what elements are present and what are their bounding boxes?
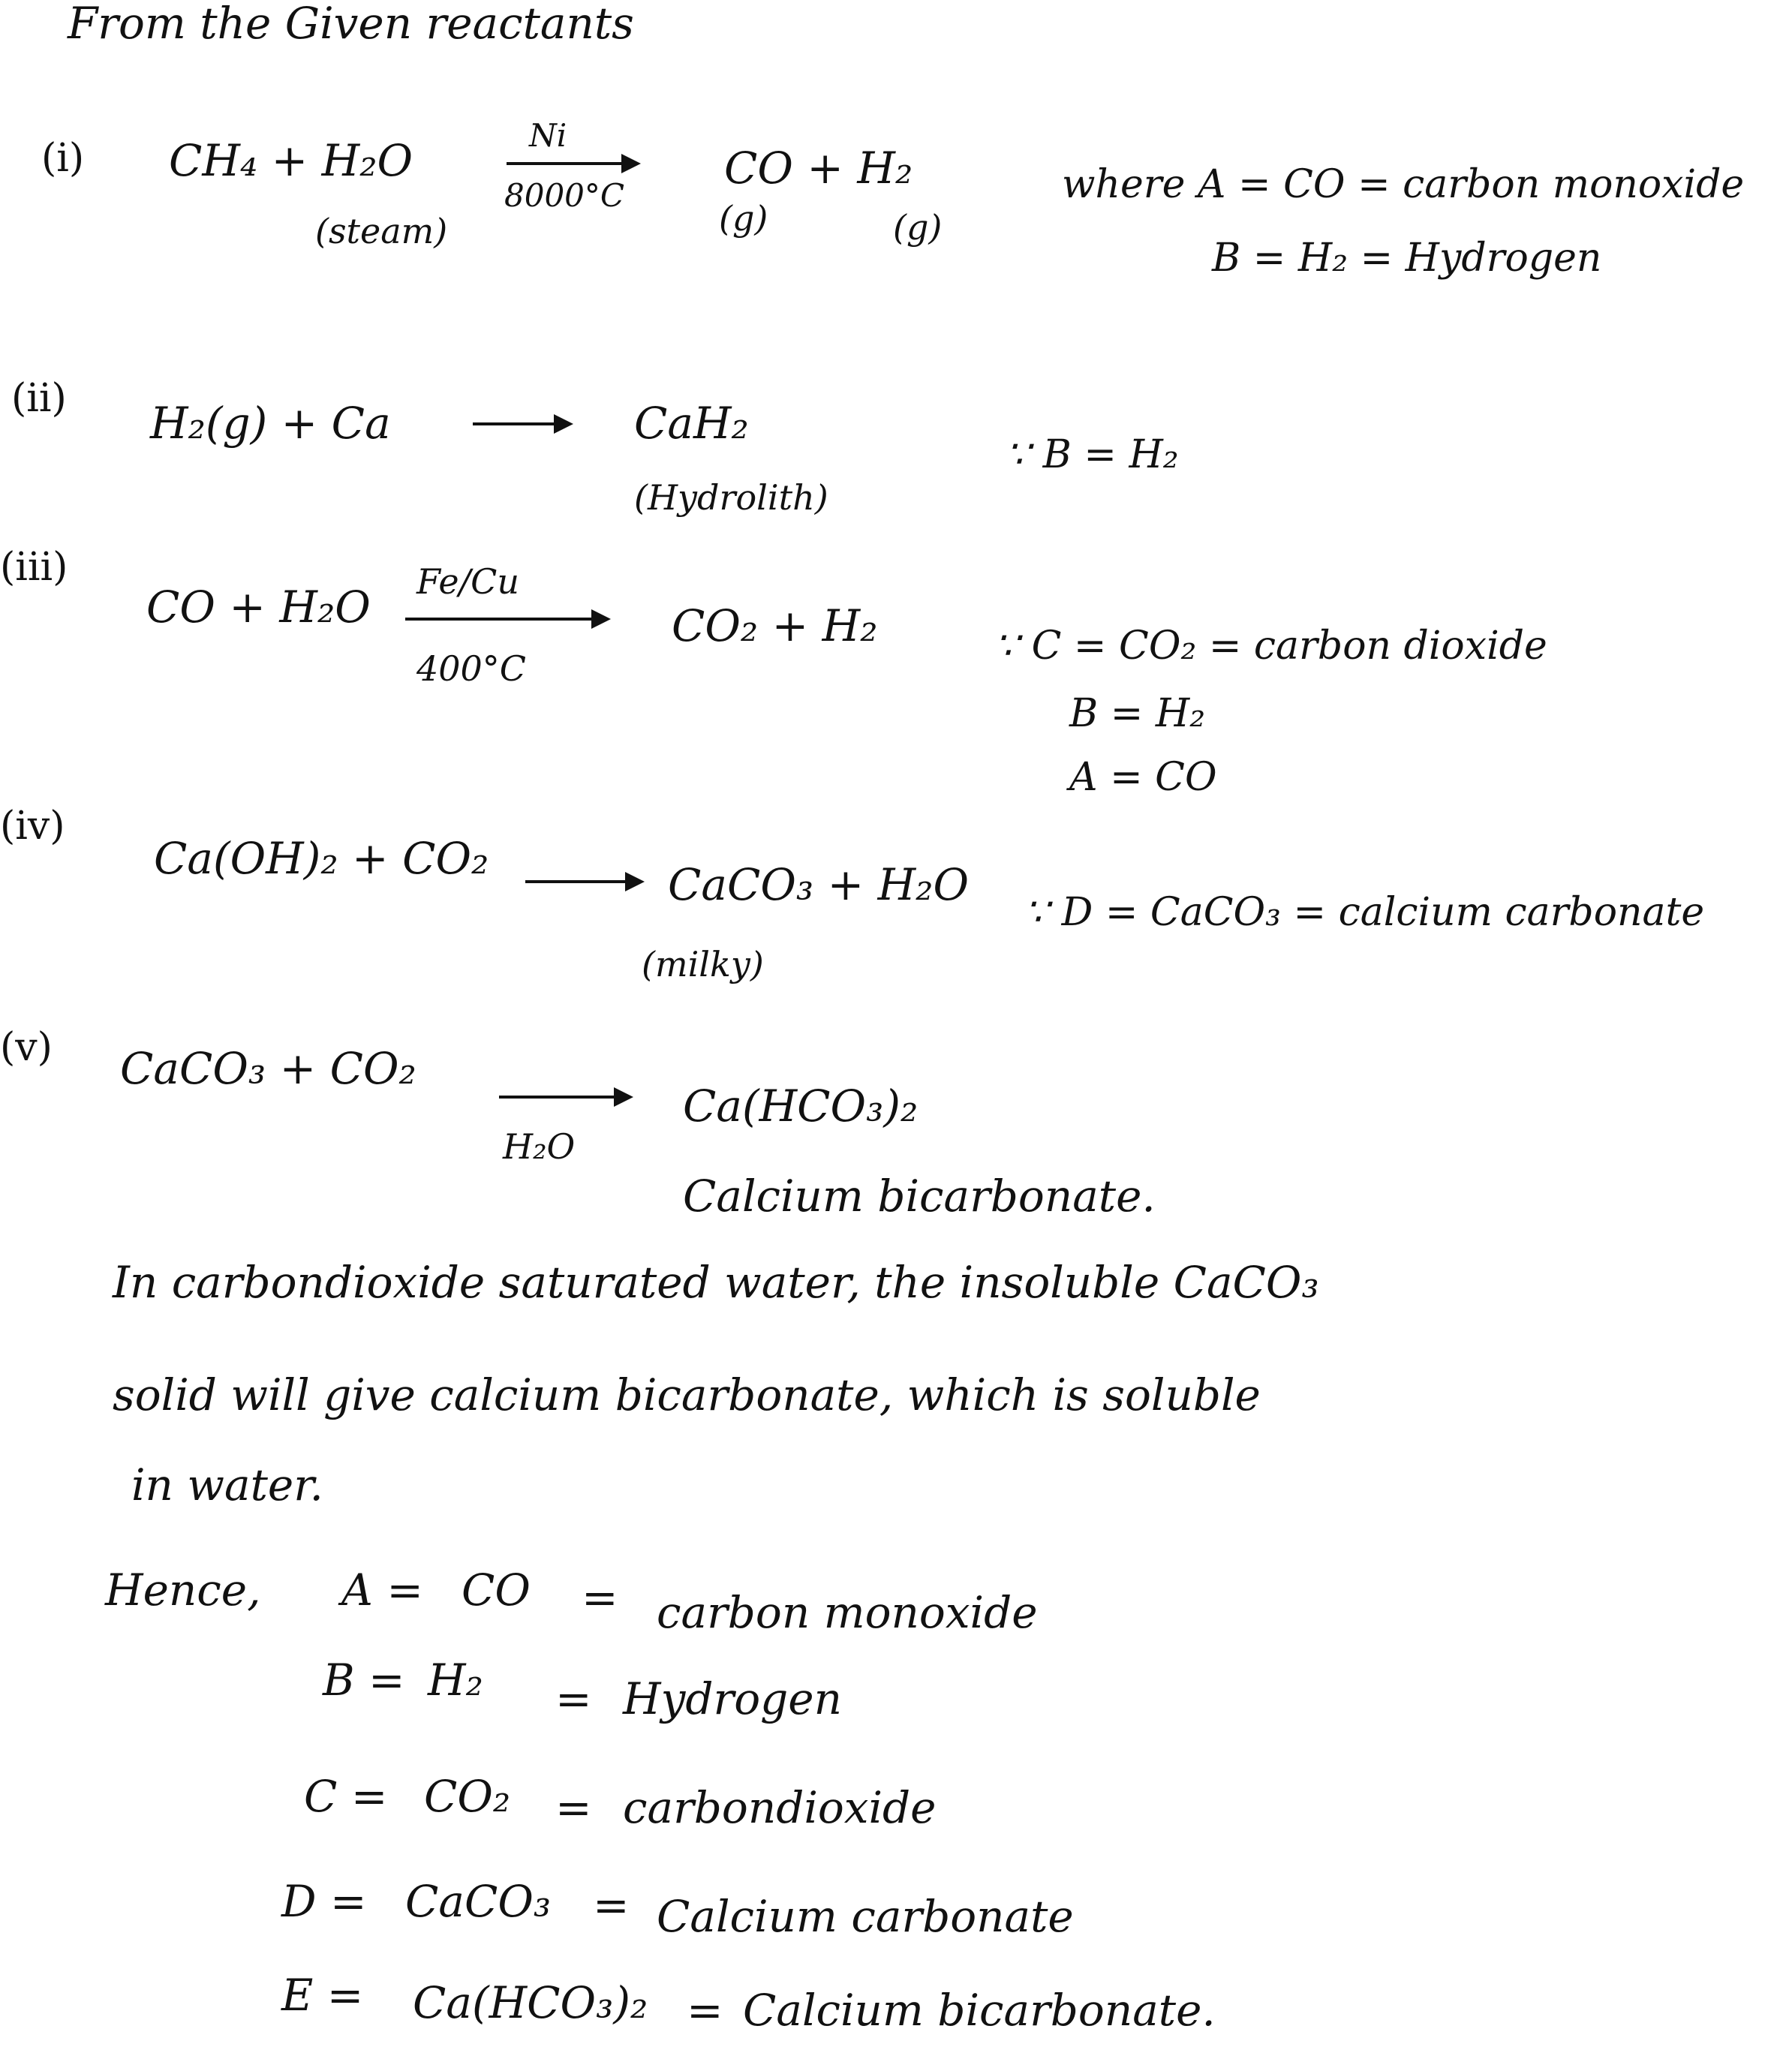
reaction-arrow [405,618,608,621]
reaction-lhs: CO + H₂O [146,582,371,633]
reaction-arrow [507,162,638,165]
summary-equals: = [687,1985,723,2036]
reaction-rhs-note: (milky) [642,944,764,984]
reaction-lhs: H₂(g) + Ca [150,398,391,449]
summary-equals: = [593,1880,630,1931]
summary-symbol: C = [304,1771,388,1822]
arrow-below-label: 400°C [416,648,526,689]
reaction-number: (ii) [11,376,67,421]
reaction-number: (i) [41,136,85,181]
product-state: (g) [893,207,943,248]
reaction-lhs: CH₄ + H₂O [169,135,413,186]
reaction-note: B = H₂ = Hydrogen [1212,236,1602,281]
reaction-lhs-note: (steam) [315,211,448,251]
explanation-line: in water. [131,1459,323,1510]
reaction-note: where A = CO = carbon monoxide [1062,162,1745,207]
reaction-rhs: CO₂ + H₂ [672,600,878,651]
reaction-rhs-note: Calcium bicarbonate. [683,1171,1156,1222]
summary-name: Calcium bicarbonate. [743,1985,1216,2036]
summary-name: carbon monoxide [657,1587,1038,1638]
reaction-note: ∵ C = CO₂ = carbon dioxide [994,624,1547,669]
summary-formula: Ca(HCO₃)₂ [413,1977,648,2028]
reaction-arrow [499,1096,630,1099]
reaction-note: ∵ D = CaCO₃ = calcium carbonate [1024,890,1705,935]
page-heading: From the Given reactants [68,0,634,49]
summary-name: Calcium carbonate [657,1891,1074,1942]
summary-symbol: E = [281,1970,364,2021]
reaction-note: B = H₂ [1069,691,1206,736]
reaction-note: A = CO [1069,755,1217,800]
reaction-arrow [473,422,570,425]
explanation-line: In carbondioxide saturated water, the insoluble CaCO₃ [113,1257,1319,1308]
reaction-note: ∵ B = H₂ [1006,432,1179,477]
summary-formula: CaCO₃ [405,1876,552,1927]
reaction-rhs: CaH₂ [634,398,749,449]
reaction-lhs: Ca(OH)₂ + CO₂ [154,833,489,884]
summary-intro: Hence, [105,1565,261,1616]
summary-name: Hydrogen [623,1673,842,1724]
reaction-lhs: CaCO₃ + CO₂ [120,1043,416,1094]
summary-equals: = [555,1673,592,1724]
reaction-number: (iii) [0,545,68,590]
reaction-number: (v) [0,1025,53,1070]
summary-formula: H₂ [428,1655,483,1706]
summary-symbol: B = [323,1655,405,1706]
arrow-above-label: Fe/Cu [416,561,519,602]
summary-name: carbondioxide [623,1782,937,1833]
arrow-below-label: 8000°C [504,177,625,214]
summary-symbol: A = [341,1565,423,1616]
arrow-above-label: Ni [529,117,567,154]
reaction-rhs-note: (Hydrolith) [634,477,828,518]
summary-equals: = [582,1572,618,1623]
summary-formula: CO₂ [424,1771,511,1822]
explanation-line: solid will give calcium bicarbonate, which is soluble [113,1369,1261,1420]
product-state: (g) [719,198,768,239]
reaction-rhs: Ca(HCO₃)₂ [683,1081,919,1132]
reaction-rhs: CaCO₃ + H₂O [668,859,969,910]
summary-formula: CO [462,1565,531,1616]
reaction-arrow [525,880,642,883]
arrow-below-label: H₂O [503,1126,576,1167]
reaction-number: (iv) [0,804,65,849]
reaction-rhs: CO + H₂ [724,143,913,194]
summary-symbol: D = [281,1876,367,1927]
summary-equals: = [555,1782,592,1833]
